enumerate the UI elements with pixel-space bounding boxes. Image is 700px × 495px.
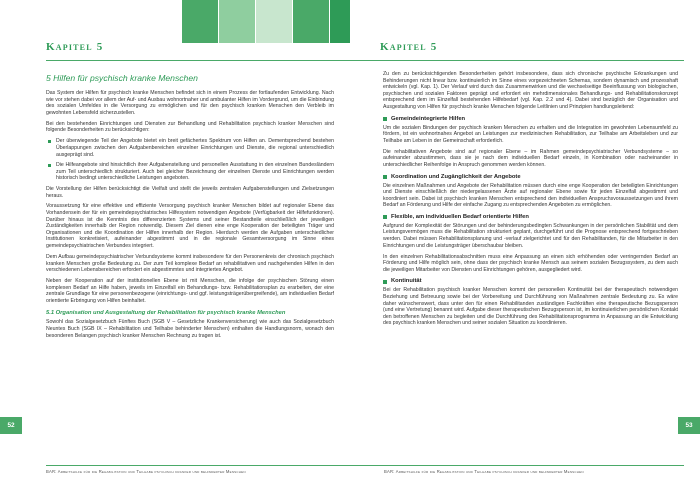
bullet-heading-text: Koordination und Zugänglichkeit der Angebote <box>391 173 521 180</box>
color-swatch <box>330 0 350 43</box>
paragraph: In den einzelnen Rehabilitationsabschnitten muss eine Anpassung an einen sich erhöhenden oder verringernden Bedarf an Förderung und Hilfe möglich sein, ohne dass der psychisch kranke Mensch aus seinem sozialen Bezugssystem, zu dem auch die jeweiligen Mitarbeiter von Diensten und Einrichtungen gehören, ausgegliedert wird. <box>383 253 678 273</box>
bullet-heading-text: Kontinuität <box>391 278 422 285</box>
color-swatch <box>219 0 255 43</box>
list-item-text: Die Hilfeangebote sind hinsichtlich ihrer Aufgabenstellung und personellen Ausstattung in den einzelnen Bundesländern zum Teil unterschiedlich strukturiert. Auch bei gleicher Bezeichnung der einzelnen Dienste und Einrichtungen werden historisch bedingt unterschiedliche Leistungen angeboten. <box>56 162 334 182</box>
footer-divider <box>46 465 350 466</box>
paragraph: Aufgrund der Komplexität der Störungen und der behinderungsbedingten Schwankungen in der persönlichen Stabilität und dem Leistungsvermögen muss die Rehabilitation strukturiert geplant, durchgeführt und die Prognose entsprechend fortgeschrieben werden. Dabei müssen Rehabilitationsplanung und -verlauf zielgerichtet und für den Rehabilitanden, für die Mitarbeiter in den Einrichtungen und die Leistungsträger überschaubar bleiben. <box>383 222 678 249</box>
bullet-heading <box>383 214 678 221</box>
paragraph: Die einzelnen Maßnahmen und Angebote der Rehabilitation müssen durch eine enge Kooperation der beteiligten Einrichtungen und Dienste einschließlich der niedergelassenen Ärzte auf regionaler Ebene sowie für jeden Einzelfall abgestimmt und koordiniert sein. Dabei ist psychisch kranken Menschen entsprechend den individuellen Anspruchsvoraussetzungen und ihrem Bedarf an Förderung und Hilfe der einfache Zugang zu entsprechenden Angeboten zu ermöglichen. <box>383 182 678 209</box>
color-swatch <box>256 0 292 43</box>
paragraph: Die Vorstellung der Hilfen berücksichtigt die Vielfalt und stellt die jeweils zentralen Aufgabenstellungen und Zielsetzungen heraus. <box>46 185 334 199</box>
paragraph: Das System der Hilfen für psychisch kranke Menschen befindet sich in einem Prozess der fortlaufenden Entwicklung. Nach wie vor stehen dabei vor allem der Auf- und Ausbau wohnortnaher und ambulanter Hilfen im Vordergrund, um die Einbindung des sozialen Umfeldes in die Versorgung zu ermöglichen und für den psychisch kranken Menschen den Verbleib im gewohnten Lebensfeld sicherzustellen. <box>46 90 334 116</box>
chapter-heading: Kapitel 5 <box>46 41 104 53</box>
list-item <box>46 138 334 158</box>
paragraph: Sowohl das Sozialgesetzbuch Fünftes Buch (SGB V – Gesetzliche Krankenversicherung) wie auch das Sozialgesetzbuch Neuntes Buch (SGB IX – Rehabilitation und Teilhabe behinderter Menschen) enthalten die Handlungsnorm, wonach den besonderen Belangen psychisch kranker Menschen Rechnung zu tragen ist. <box>46 319 334 339</box>
paragraph: Zu den zu berücksichtigenden Besonderheiten gehört insbesondere, dass sich chronische psychische Erkrankungen und Behinderungen nicht linear bzw. kontinuierlich im Sinne eines vorgezeichneten Schemas, sondern dynamisch und prozesshaft entwickeln (vgl. Kap. 1). Der Verlauf wird durch das Zusammenwirken und die wechselseitige Beeinflussung von biologischen, psychischen und sozialen Faktoren geprägt und erfordert ein mehrdimensionales Behandlungs- und Rehabilitationskonzept entsprechend dem im Einzelfall bestehenden Hilfebedarf (vgl. Kap. 2.2 und 4). Dabei sind bezüglich der Organisation und Ausgestaltung von Hilfen für psychisch kranke Menschen folgende Leitlinien und Prinzipien handlungsleitend: <box>383 71 678 110</box>
bullet-square-icon <box>48 164 51 167</box>
bullet-heading-text: Flexible, am individuellen Bedarf orientierte Hilfen <box>391 213 529 220</box>
footer-text: BAR: Arbeitshilfe für die Rehabilitation und Teilhabe psychisch kranker und behinderter Menschen <box>46 469 246 474</box>
chapter-heading: Kapitel 5 <box>380 41 438 53</box>
paragraph: Die rehabilitativen Angebote sind auf regionaler Ebene – im Rahmen gemeindepsychiatrischer Verbundsysteme – so aufeinander abzustimmen, dass sie je nach dem individuellen Bedarf einzeln, in Kombination oder nacheinander in unterschiedlicher Reihenfolge in Anspruch genommen werden können. <box>383 148 678 168</box>
paragraph: Bei der Rehabilitation psychisch kranker Menschen kommt der personellen Kontinuität bei der therapeutisch notwendigen Beziehung und Betreuung sowie bei der Vorbereitung und Durchführung von Maßnahmen zentrale Bedeutung zu. Es wäre daher wünschenswert, dass unter den für einen Rehabilitanden zuständigen Fachkräften eine therapeutische Bezugsperson (und eine Vertretung) benannt wird. Aufgabe dieser therapeutischen Bezugsperson ist, im kontinuierlichen persönlichen Kontakt den betroffenen Menschen zu begleiten und die Durchführung des Rehabilitationsprogramms in Anpassung an die Entwicklung des psychisch kranken Menschen und seiner sozialen Situation zu koordinieren. <box>383 287 678 327</box>
left-text-column <box>46 71 334 344</box>
footer-divider <box>350 465 684 466</box>
footer-text: BAR: Arbeitshilfe für die Rehabilitation und Teilhabe psychisch kranker und behinderter Menschen <box>384 469 584 474</box>
color-swatch <box>182 0 218 43</box>
section-title: 5 Hilfen für psychisch kranke Menschen <box>46 73 198 83</box>
bullet-heading <box>383 116 678 123</box>
bullet-heading <box>383 174 678 181</box>
list-item <box>46 162 334 182</box>
paragraph: Um die sozialen Bindungen der psychisch kranken Menschen zu erhalten und die Integration im gewohnten Lebensumfeld zu fördern, ist ein wohnortnahes Angebot an Leistungen zur medizinischen Rehabilitation, zur Teilhabe am Arbeitsleben und zur Teilhabe am Leben in der Gemeinschaft erforderlich. <box>383 124 678 144</box>
bullet-list <box>46 138 334 182</box>
subsection-title: 5.1 Organisation und Ausgestaltung der Rehabilitation für psychisch kranke Menschen <box>46 309 286 316</box>
list-item-text: Der überwiegende Teil der Angebote bietet ein breit gefächertes Spektrum von Hilfen an. Dementsprechend bestehen Überlappungen zwischen den Aufgabenbereichen einzelner Einrichtungen und Dienste, die regional unterschiedlich ausgeprägt sind. <box>56 138 334 158</box>
color-swatch <box>293 0 329 43</box>
bullet-square-icon <box>48 140 51 143</box>
right-text-column <box>383 71 678 331</box>
paragraph: Bei den bestehenden Einrichtungen und Diensten zur Behandlung und Rehabilitation psychisch kranker Menschen sind folgende Besonderheiten zu berücksichtigen: <box>46 120 334 134</box>
heading-square-icon <box>383 215 387 219</box>
right-page <box>350 0 700 495</box>
paragraph: Neben der Kooperation auf der institutionellen Ebene ist mit Menschen, die infolge der psychischen Störung einen komplexen Bedarf an Hilfe haben, jeweils im Einzelfall ein Behandlungs- bzw. Rehabilitationsplan zu erarbeiten, der eine zentrale Grundlage für eine personenbezogene (einrichtungs- und ggf. leistungsträgerübergreifende), am individuellen Bedarf orientierte Erbringung von Hilfen beinhaltet. <box>46 278 334 304</box>
paragraph: Dem Aufbau gemeindepsychiatrischer Verbundsysteme kommt insbesondere für den Personenkreis der chronisch psychisch kranken Menschen große Bedeutung zu. Der zum Teil komplexe Bedarf an rehabilitativen und nachgehenden Hilfen in den verschiedenen Lebensbereichen erfordert ein abgestimmtes und integriertes Angebot. <box>46 254 334 274</box>
page-number: 53 <box>678 417 700 434</box>
header-divider <box>46 60 350 61</box>
header-divider <box>350 60 684 61</box>
bullet-heading-text: Gemeindeintegrierte Hilfen <box>391 115 466 122</box>
page-number: 52 <box>0 417 22 434</box>
heading-square-icon <box>383 117 387 121</box>
heading-square-icon <box>383 280 387 284</box>
paragraph: Voraussetzung für eine effektive und effiziente Versorgung psychisch kranker Menschen bildet auf regionaler Ebene das Vorhandensein der für ein gemeindepsychiatrisches Hilfesystem notwendigen Angebote (Verfügbarkeit der Hilfefunktionen). Darüber hinaus ist die Kenntnis des differenzierten Systems und seiner Bestandteile einschließlich der jeweiligen Zuständigkeiten innerhalb der Region notwendig. Diesem Ziel dienen eine enge Kooperation der beteiligten Träger und Organisationen und die Koordination der Hilfen innerhalb der Region. Hierdurch werden die Aufgaben unterschiedlicher Institutionen konkretisiert, aufeinander abgestimmt und in die regionale Gesamtversorgung im Sinne eines gemeindepsychiatrischen Verbundes integriert. <box>46 203 334 250</box>
bullet-heading <box>383 278 678 285</box>
heading-square-icon <box>383 175 387 179</box>
